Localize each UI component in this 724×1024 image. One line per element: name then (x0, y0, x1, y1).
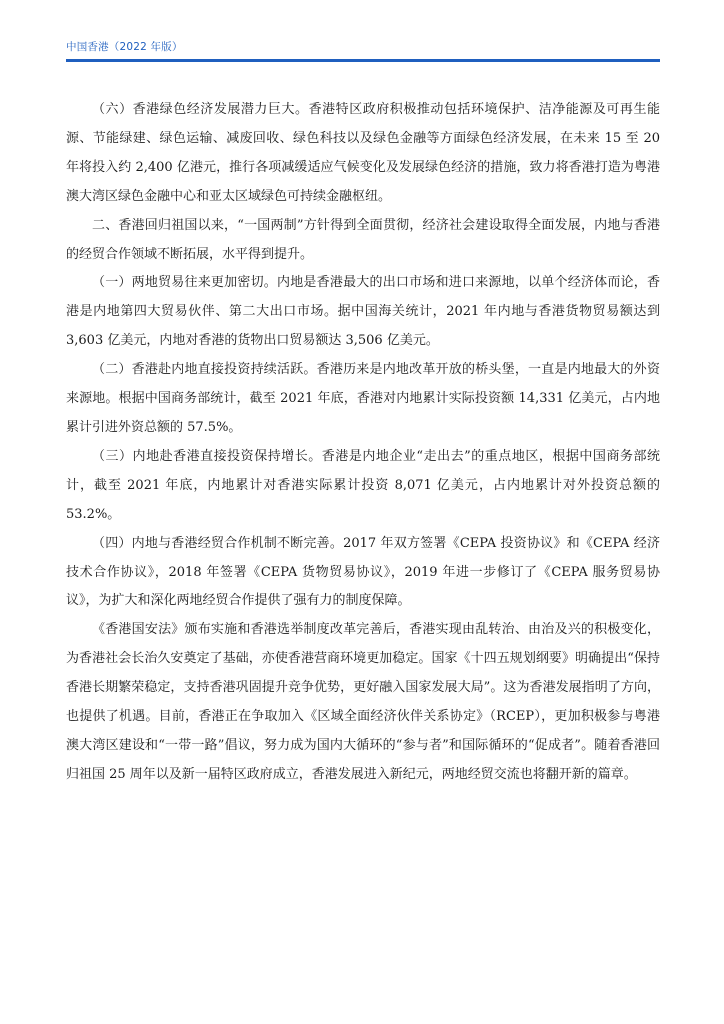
paragraph-section-two-intro: 二、香港回归祖国以来，“一国两制”方针得到全面贯彻，经济社会建设取得全面发展，内地与香港的经贸合作领域不断拓展，水平得到提升。 (66, 217, 660, 262)
document-body (66, 96, 660, 790)
paragraph-outlook: 《香港国安法》颁布实施和香港选举制度改革完善后，香港实现由乱转治、由治及兴的积极变化，为香港社会长治久安奠定了基础，亦使香港营商环境更加稳定。国家《十四五规划纲要》明确提出“保持香港长期繁荣稳定，支持香港巩固提升竞争优势，更好融入国家发展大局”。这为香港发展指明了方向，也提供了机遇。目前，香港正在争取加入《区域全面经济伙伴关系协定》（RCEP），更加积极参与粤港澳大湾区建设和“一带一路”倡议，努力成为国内大循环的“参与者”和国际循环的“促成者”。随着香港回归祖国 25 周年以及新一届特区政府成立，香港发展进入新纪元，两地经贸交流也将翻开新的篇章。 (66, 622, 660, 782)
paragraph-trade: （一）两地贸易往来更加密切。内地是香港最大的出口市场和进口来源地，以单个经济体而论，香港是内地第四大贸易伙伴、第二大出口市场。据中国海关统计，2021 年内地与香港货物贸易额达到 3,603 亿美元，内地对香港的货物出口贸易额达 3,506 亿美元。 (66, 275, 660, 349)
paragraph-cepa: （四）内地与香港经贸合作机制不断完善。2017 年双方签署《CEPA 投资协议》和《CEPA 经济技术合作协议》，2018 年签署《CEPA 货物贸易协议》，2019 年进一步修订了《CEPA 服务贸易协议》，为扩大和深化两地经贸合作提供了强有力的制度保障。 (66, 535, 660, 609)
header-title: 中国香港（2022 年版） (66, 41, 183, 53)
paragraph-green-economy: （六）香港绿色经济发展潜力巨大。香港特区政府积极推动包括环境保护、洁净能源及可再生能源、节能绿建、绿色运输、减废回收、绿色科技以及绿色金融等方面绿色经济发展，在未来 15 至 20 年将投入约 2,400 亿港元，推行各项减缓适应气候变化及发展绿色经济的措施，致力将香港打造为粤港澳大湾区绿色金融中心和亚太区域绿色可持续金融枢纽。 (66, 102, 660, 204)
page-header (66, 38, 660, 62)
paragraph-hk-investment: （二）香港赴内地直接投资持续活跃。香港历来是内地改革开放的桥头堡，一直是内地最大的外资来源地。根据中国商务部统计，截至 2021 年底，香港对内地累计实际投资额 14,331 亿美元，占内地累计引进外资总额的 57.5%。 (66, 362, 660, 435)
header-divider (66, 59, 660, 62)
paragraph-mainland-investment: （三）内地赴香港直接投资保持增长。香港是内地企业“走出去”的重点地区，根据中国商务部统计，截至 2021 年底，内地累计对香港实际累计投资 8,071 亿美元，占内地累计对外投资总额的 53.2%。 (66, 448, 660, 522)
